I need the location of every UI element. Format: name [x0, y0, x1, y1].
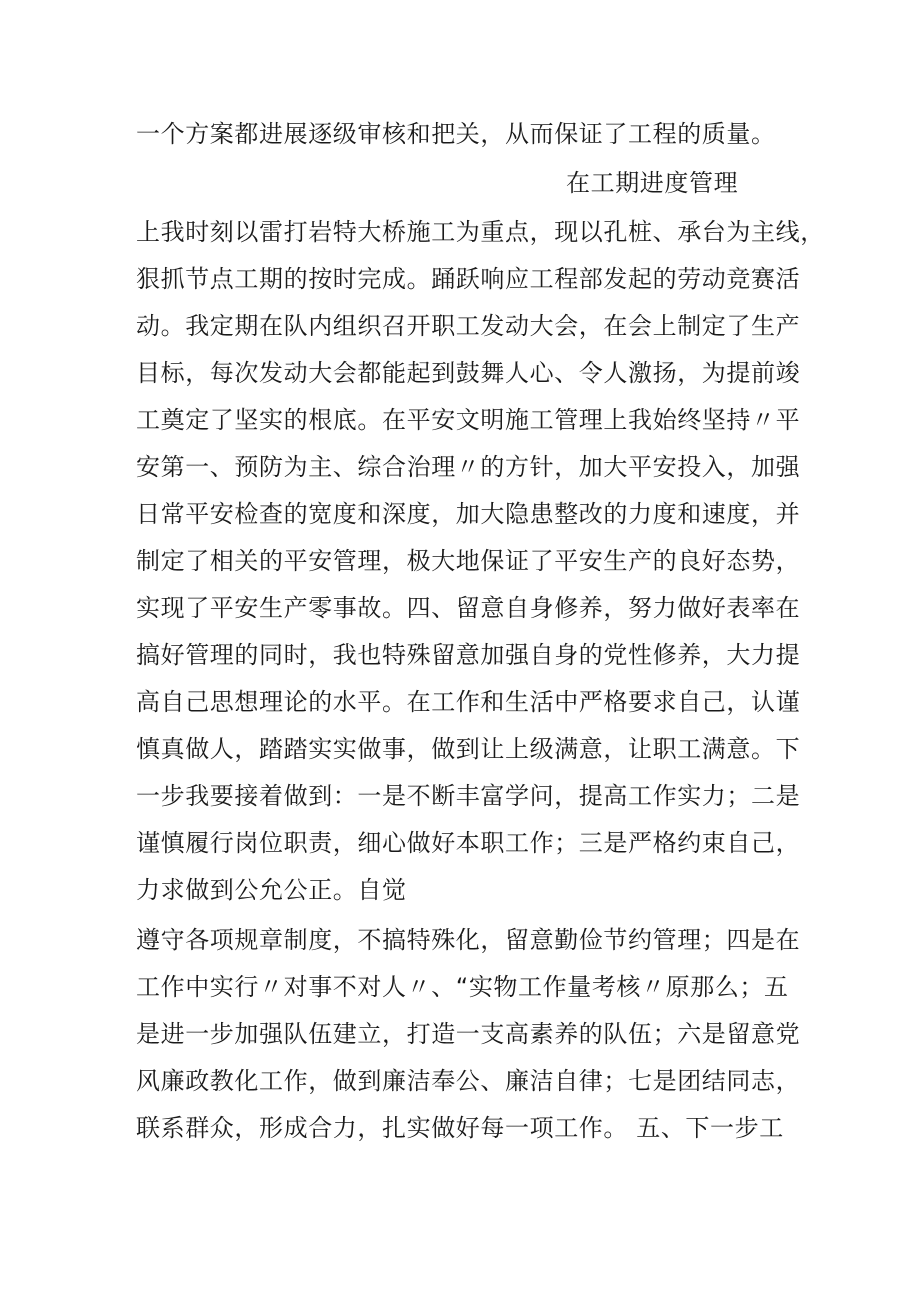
text-line: 日常平安检查的宽度和深度，加大隐患整改的力度和速度，并 [136, 500, 801, 528]
text-line: 联系群众，形成合力，扎实做好每一项工作。 五、下一步工 [136, 1114, 784, 1142]
text-line: 实现了平安生产零事故。四、留意自身修养，努力做好表率在 [136, 594, 801, 622]
text-line: 工作中实行〃对事不对人〃、“实物工作量考核〃原那么；五 [136, 973, 789, 1001]
text-line: 上我时刻以雷打岩特大桥施工为重点，现以孔桩、承台为主线， [136, 218, 825, 246]
text-line: 狠抓节点工期的按时完成。踊跃响应工程部发起的劳动竞赛活 [136, 265, 801, 293]
section-heading: 在工期进度管理 [566, 169, 739, 197]
text-line: 安第一、预防为主、综合治理〃的方针，加大平安投入，加强 [136, 453, 801, 481]
text-line: 工奠定了坚实的根底。在平安文明施工管理上我始终坚持〃平 [136, 406, 801, 434]
text-line: 遵守各项规章制度，不搞特殊化，留意勤俭节约管理；四是在 [136, 926, 801, 954]
text-line: 力求做到公允公正。自觉 [136, 876, 407, 904]
text-line: 目标，每次发动大会都能起到鼓舞人心、令人激扬，为提前竣 [136, 359, 801, 387]
text-line: 一步我要接着做到：一是不断丰富学问，提高工作实力；二是 [136, 782, 801, 810]
text-line: 谨慎履行岗位职责，细心做好本职工作；三是严格约束自己， [136, 829, 801, 857]
text-line: 一个方案都进展逐级审核和把关，从而保证了工程的质量。 [136, 120, 776, 148]
text-line: 是进一步加强队伍建立，打造一支高素养的队伍；六是留意党 [136, 1020, 801, 1048]
text-line: 慎真做人，踏踏实实做事，做到让上级满意，让职工满意。下 [136, 735, 801, 763]
text-line: 搞好管理的同时，我也特殊留意加强自身的党性修养，大力提 [136, 641, 801, 669]
text-line: 动。我定期在队内组织召开职工发动大会，在会上制定了生产 [136, 312, 801, 340]
text-line: 制定了相关的平安管理，极大地保证了平安生产的良好态势， [136, 547, 801, 575]
text-line: 风廉政教化工作，做到廉洁奉公、廉洁自律；七是团结同志， [136, 1067, 801, 1095]
text-line: 高自己思想理论的水平。在工作和生活中严格要求自己，认谨 [136, 688, 801, 716]
